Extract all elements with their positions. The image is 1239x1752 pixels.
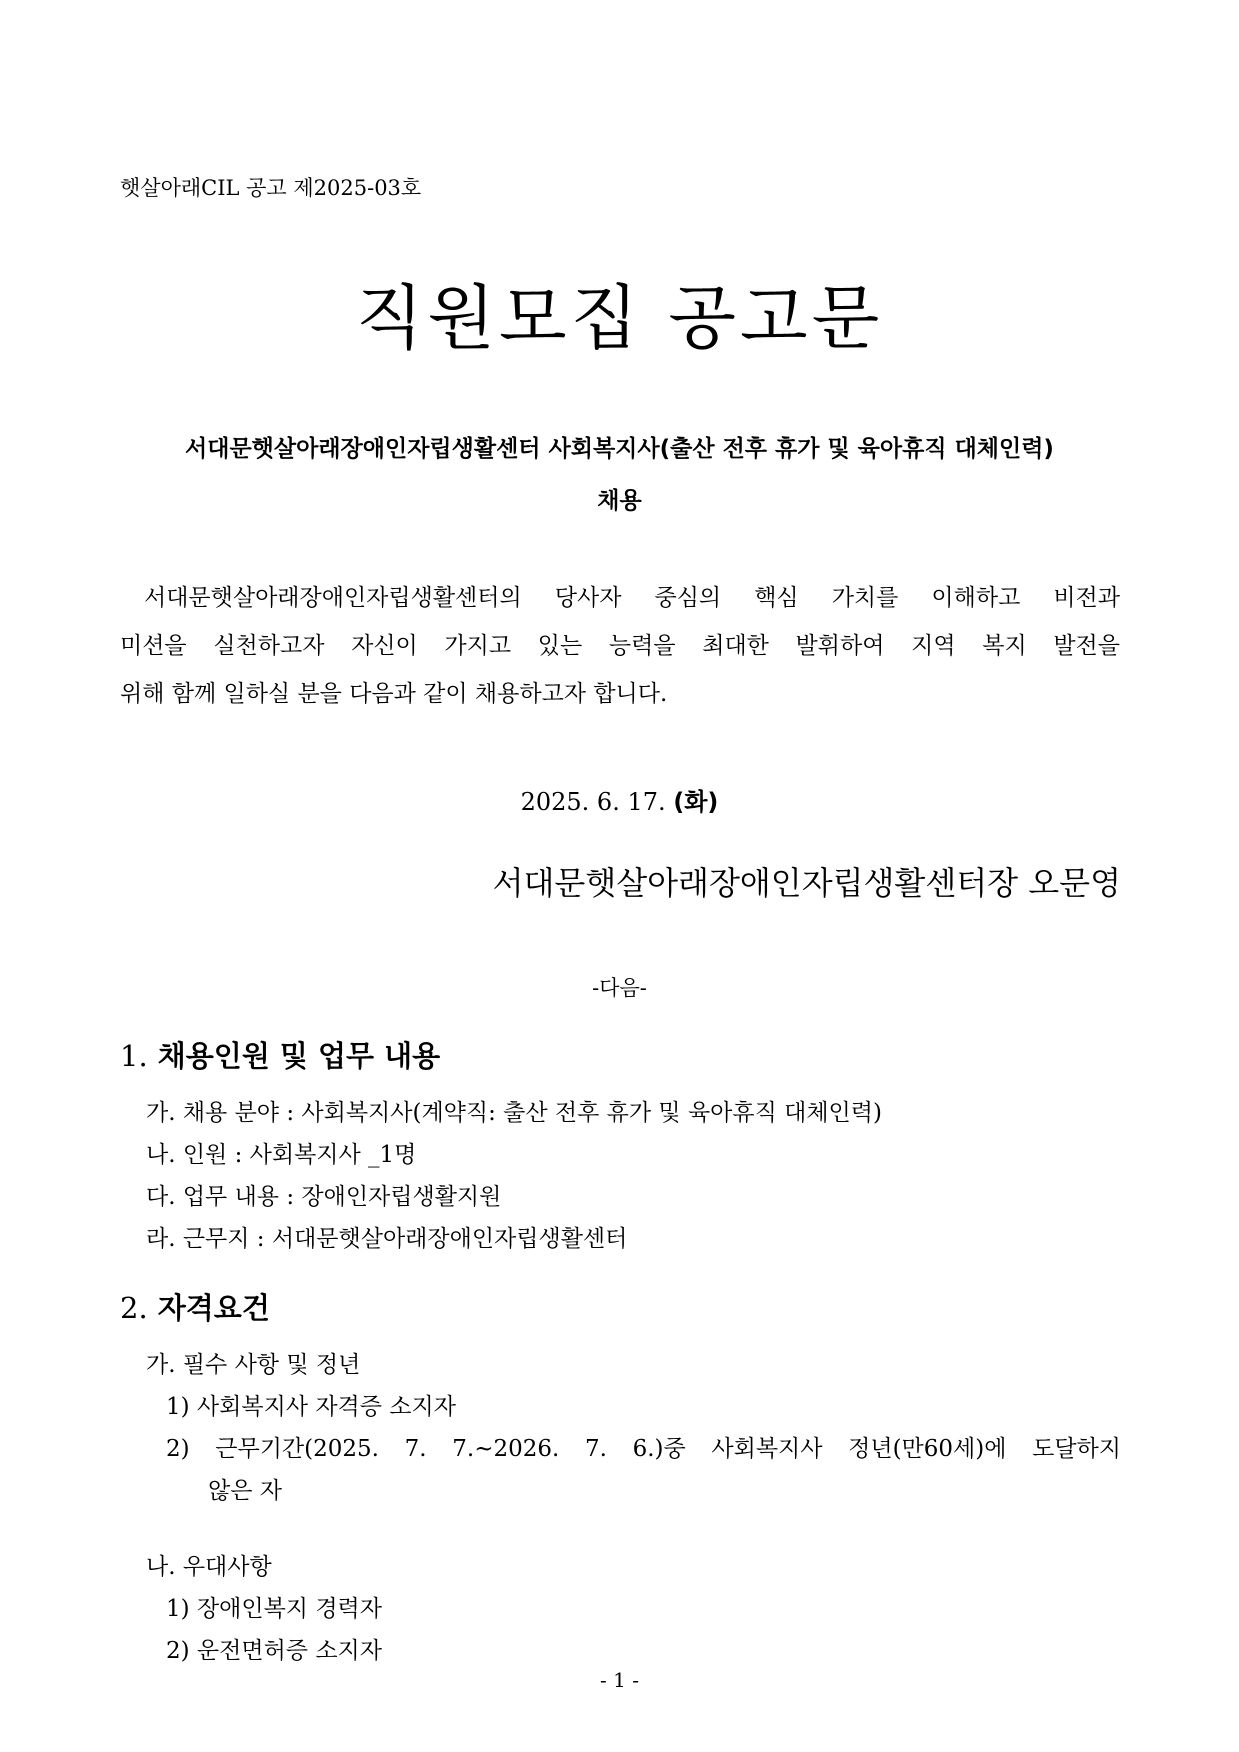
- intro-paragraph: [120, 574, 1120, 718]
- notice-number: 햇살아래CIL 공고 제2025-03호: [120, 176, 422, 200]
- section-1-item: 나. 인원 : 사회복지사 _1명: [146, 1142, 417, 1168]
- date-weekday: (화): [673, 788, 719, 816]
- date-text: 2025. 6. 17.: [520, 788, 666, 816]
- section-1-title: 채용인원 및 업무 내용: [157, 1039, 441, 1073]
- section-2-sub-a-item: 2) 근무기간(2025. 7. 7.~2026. 7. 6.)중 사회복지사 정년(만60세)에 도달하지: [166, 1436, 1121, 1462]
- section-2-sub-a-item: 1) 사회복지사 자격증 소지자: [166, 1394, 456, 1420]
- section-1-item: 라. 근무지 : 서대문햇살아래장애인자립생활센터: [146, 1226, 628, 1252]
- section-2-number: 2.: [120, 1291, 148, 1325]
- section-2-sub-a-label: 가. 필수 사항 및 정년: [146, 1352, 361, 1378]
- section-2-sub-a-continuation: 않은 자: [208, 1478, 282, 1504]
- intro-line-2: 미션을 실천하고자 자신이 가지고 있는 능력을 최대한 발휘하여 지역 복지 발전을: [120, 633, 1120, 659]
- page-number: - 1 -: [600, 1668, 639, 1692]
- section-1-item: 다. 업무 내용 : 장애인자립생활지원: [146, 1184, 502, 1210]
- subtitle-line-2: 채용: [597, 488, 642, 514]
- next-label: -다음-: [592, 976, 647, 1000]
- subtitle-line-1: 서대문햇살아래장애인자립생활센터 사회복지사(출산 전후 휴가 및 육아휴직 대체인력): [185, 436, 1054, 462]
- page-title: 직원모집 공고문: [355, 277, 884, 359]
- announcement-date: [0, 782, 1239, 817]
- section-1-number: 1.: [120, 1039, 148, 1073]
- intro-line-1: 서대문햇살아래장애인자립생활센터의 당사자 중심의 핵심 가치를 이해하고 비전과: [144, 585, 1120, 611]
- section-2-sub-b-item: 1) 장애인복지 경력자: [166, 1596, 382, 1622]
- section-2-title: 자격요건: [157, 1291, 270, 1325]
- section-1-item: 가. 채용 분야 : 사회복지사(계약직: 출산 전후 휴가 및 육아휴직 대체인력): [146, 1100, 882, 1126]
- issuer-signature: 서대문햇살아래장애인자립생활센터장 오문영: [492, 864, 1121, 902]
- section-2-sub-b-label: 나. 우대사항: [146, 1554, 272, 1580]
- intro-line-3: 위해 함께 일하실 분을 다음과 같이 채용하고자 합니다.: [120, 681, 668, 707]
- section-2-heading: [120, 1286, 270, 1327]
- section-2-sub-b-item: 2) 운전면허증 소지자: [166, 1638, 382, 1664]
- section-1-heading: [120, 1034, 440, 1075]
